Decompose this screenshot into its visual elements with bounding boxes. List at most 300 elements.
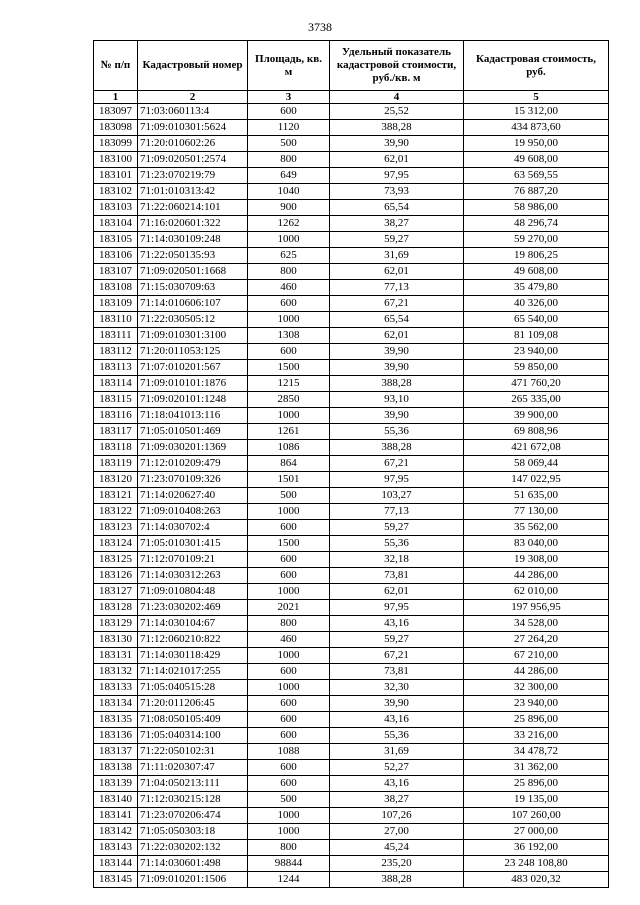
cell-area: 1261 (248, 424, 330, 440)
table-row (94, 792, 609, 808)
cell-row-number: 183136 (94, 728, 138, 744)
cell-area: 1040 (248, 184, 330, 200)
cell-cadastral-value: 35 479,80 (464, 280, 609, 296)
cell-row-number: 183107 (94, 264, 138, 280)
cell-specific-value: 62,01 (330, 152, 464, 168)
cell-area: 1501 (248, 472, 330, 488)
cell-row-number: 183126 (94, 568, 138, 584)
cell-area: 500 (248, 136, 330, 152)
cell-cadastral-value: 27 264,20 (464, 632, 609, 648)
table-row (94, 360, 609, 376)
cell-area: 600 (248, 728, 330, 744)
cell-specific-value: 52,27 (330, 760, 464, 776)
cell-cadastral-value: 265 335,00 (464, 392, 609, 408)
cell-area: 800 (248, 152, 330, 168)
table-row (94, 296, 609, 312)
cell-area: 1000 (248, 680, 330, 696)
table-row (94, 440, 609, 456)
cell-specific-value: 62,01 (330, 584, 464, 600)
cell-cadastral-number: 71:22:030505:12 (138, 312, 248, 328)
cell-cadastral-number: 71:23:070206:474 (138, 808, 248, 824)
cell-cadastral-value: 434 873,60 (464, 120, 609, 136)
cell-cadastral-value: 48 296,74 (464, 216, 609, 232)
cell-specific-value: 73,81 (330, 568, 464, 584)
header-cadastral-value: Кадастровая стоимость, руб. (464, 41, 609, 91)
cell-area: 98844 (248, 856, 330, 872)
cell-specific-value: 39,90 (330, 360, 464, 376)
cell-row-number: 183131 (94, 648, 138, 664)
table-row (94, 680, 609, 696)
cell-cadastral-number: 71:22:050135:93 (138, 248, 248, 264)
cell-area: 1500 (248, 360, 330, 376)
cell-cadastral-number: 71:04:050213:111 (138, 776, 248, 792)
cell-cadastral-number: 71:09:010408:263 (138, 504, 248, 520)
cell-specific-value: 55,36 (330, 536, 464, 552)
cell-row-number: 183114 (94, 376, 138, 392)
table-row (94, 488, 609, 504)
cell-row-number: 183102 (94, 184, 138, 200)
table-row (94, 760, 609, 776)
cell-cadastral-value: 471 760,20 (464, 376, 609, 392)
cell-cadastral-value: 39 900,00 (464, 408, 609, 424)
cell-row-number: 183111 (94, 328, 138, 344)
cell-specific-value: 388,28 (330, 376, 464, 392)
table-row (94, 280, 609, 296)
cell-specific-value: 38,27 (330, 216, 464, 232)
table-row (94, 856, 609, 872)
cell-area: 600 (248, 760, 330, 776)
table-row (94, 216, 609, 232)
cell-cadastral-value: 83 040,00 (464, 536, 609, 552)
cell-specific-value: 55,36 (330, 424, 464, 440)
cell-specific-value: 65,54 (330, 200, 464, 216)
cell-area: 625 (248, 248, 330, 264)
cell-cadastral-number: 71:09:020101:1248 (138, 392, 248, 408)
cell-specific-value: 388,28 (330, 120, 464, 136)
cell-cadastral-number: 71:08:050105:409 (138, 712, 248, 728)
cell-cadastral-value: 23 940,00 (464, 696, 609, 712)
table-row (94, 408, 609, 424)
cell-specific-value: 62,01 (330, 328, 464, 344)
cell-area: 1086 (248, 440, 330, 456)
cell-area: 600 (248, 776, 330, 792)
cell-cadastral-number: 71:09:010301:5624 (138, 120, 248, 136)
cell-row-number: 183141 (94, 808, 138, 824)
table-row (94, 632, 609, 648)
cell-cadastral-value: 25 896,00 (464, 712, 609, 728)
cell-area: 460 (248, 280, 330, 296)
cell-row-number: 183144 (94, 856, 138, 872)
cell-row-number: 183103 (94, 200, 138, 216)
cell-cadastral-value: 63 569,55 (464, 168, 609, 184)
cell-area: 1000 (248, 504, 330, 520)
cell-cadastral-value: 62 010,00 (464, 584, 609, 600)
table-row (94, 104, 609, 120)
cell-area: 500 (248, 792, 330, 808)
cell-cadastral-number: 71:23:030202:469 (138, 600, 248, 616)
cell-area: 1000 (248, 584, 330, 600)
cell-row-number: 183118 (94, 440, 138, 456)
column-number: 3 (248, 91, 330, 104)
cell-specific-value: 388,28 (330, 872, 464, 888)
cell-area: 2850 (248, 392, 330, 408)
cell-cadastral-value: 25 896,00 (464, 776, 609, 792)
cell-row-number: 183137 (94, 744, 138, 760)
cell-area: 1000 (248, 824, 330, 840)
cell-cadastral-value: 51 635,00 (464, 488, 609, 504)
cell-cadastral-value: 59 270,00 (464, 232, 609, 248)
cell-area: 1262 (248, 216, 330, 232)
column-number: 1 (94, 91, 138, 104)
cell-area: 460 (248, 632, 330, 648)
table-row (94, 472, 609, 488)
cell-cadastral-number: 71:09:010804:48 (138, 584, 248, 600)
cell-cadastral-value: 19 950,00 (464, 136, 609, 152)
cell-cadastral-value: 77 130,00 (464, 504, 609, 520)
cell-cadastral-number: 71:01:010313:42 (138, 184, 248, 200)
table-row (94, 776, 609, 792)
cell-row-number: 183143 (94, 840, 138, 856)
table-row (94, 232, 609, 248)
table-row (94, 248, 609, 264)
cell-cadastral-number: 71:22:050102:31 (138, 744, 248, 760)
cell-area: 2021 (248, 600, 330, 616)
table-row (94, 328, 609, 344)
cell-cadastral-number: 71:05:010301:415 (138, 536, 248, 552)
cell-cadastral-value: 421 672,08 (464, 440, 609, 456)
cell-area: 600 (248, 568, 330, 584)
cell-row-number: 183104 (94, 216, 138, 232)
table-row (94, 200, 609, 216)
cell-cadastral-value: 147 022,95 (464, 472, 609, 488)
cell-specific-value: 32,18 (330, 552, 464, 568)
cell-specific-value: 25,52 (330, 104, 464, 120)
table-row (94, 584, 609, 600)
cell-cadastral-number: 71:20:010602:26 (138, 136, 248, 152)
table-row (94, 568, 609, 584)
cell-area: 1500 (248, 536, 330, 552)
column-number: 2 (138, 91, 248, 104)
cell-cadastral-value: 31 362,00 (464, 760, 609, 776)
cell-cadastral-number: 71:14:030104:67 (138, 616, 248, 632)
cell-specific-value: 39,90 (330, 344, 464, 360)
cell-row-number: 183139 (94, 776, 138, 792)
cell-row-number: 183124 (94, 536, 138, 552)
cell-cadastral-value: 67 210,00 (464, 648, 609, 664)
table-row (94, 376, 609, 392)
cell-cadastral-number: 71:14:020627:40 (138, 488, 248, 504)
table-row (94, 552, 609, 568)
cell-cadastral-value: 59 850,00 (464, 360, 609, 376)
header-specific-value: Удельный показатель кадастровой стоимости, руб./кв. м (330, 41, 464, 91)
cell-cadastral-value: 69 808,96 (464, 424, 609, 440)
cell-cadastral-number: 71:11:020307:47 (138, 760, 248, 776)
table-row (94, 712, 609, 728)
cell-area: 1120 (248, 120, 330, 136)
table-row (94, 152, 609, 168)
cell-row-number: 183129 (94, 616, 138, 632)
cell-specific-value: 59,27 (330, 232, 464, 248)
cell-row-number: 183112 (94, 344, 138, 360)
cell-area: 600 (248, 664, 330, 680)
cell-cadastral-value: 23 248 108,80 (464, 856, 609, 872)
cell-specific-value: 39,90 (330, 408, 464, 424)
table-row (94, 696, 609, 712)
cell-cadastral-value: 65 540,00 (464, 312, 609, 328)
cell-cadastral-number: 71:20:011053:125 (138, 344, 248, 360)
cell-row-number: 183101 (94, 168, 138, 184)
cell-cadastral-value: 32 300,00 (464, 680, 609, 696)
page-number: 3738 (308, 20, 332, 34)
table-row (94, 456, 609, 472)
cell-cadastral-number: 71:22:030202:132 (138, 840, 248, 856)
cell-area: 800 (248, 616, 330, 632)
cell-area: 600 (248, 520, 330, 536)
table-row (94, 424, 609, 440)
cell-cadastral-number: 71:12:010209:479 (138, 456, 248, 472)
cell-specific-value: 45,24 (330, 840, 464, 856)
table-row (94, 264, 609, 280)
table-row (94, 664, 609, 680)
cell-specific-value: 77,13 (330, 280, 464, 296)
cell-row-number: 183106 (94, 248, 138, 264)
table-body (94, 104, 609, 888)
cell-specific-value: 39,90 (330, 696, 464, 712)
header-area: Площадь, кв. м (248, 41, 330, 91)
cell-cadastral-value: 58 986,00 (464, 200, 609, 216)
cell-row-number: 183099 (94, 136, 138, 152)
cell-cadastral-value: 44 286,00 (464, 568, 609, 584)
column-number: 4 (330, 91, 464, 104)
table-header-row (94, 41, 609, 91)
cell-row-number: 183119 (94, 456, 138, 472)
cell-cadastral-number: 71:05:010501:469 (138, 424, 248, 440)
cell-specific-value: 39,90 (330, 136, 464, 152)
cell-specific-value: 73,93 (330, 184, 464, 200)
table-row (94, 808, 609, 824)
cell-cadastral-number: 71:14:030601:498 (138, 856, 248, 872)
cell-cadastral-value: 44 286,00 (464, 664, 609, 680)
cell-specific-value: 62,01 (330, 264, 464, 280)
cell-specific-value: 97,95 (330, 168, 464, 184)
table-row (94, 344, 609, 360)
cell-specific-value: 388,28 (330, 440, 464, 456)
cell-specific-value: 59,27 (330, 520, 464, 536)
cell-row-number: 183117 (94, 424, 138, 440)
cell-area: 1308 (248, 328, 330, 344)
cell-row-number: 183135 (94, 712, 138, 728)
header-row-number: № п/п (94, 41, 138, 91)
cell-specific-value: 235,20 (330, 856, 464, 872)
cell-row-number: 183120 (94, 472, 138, 488)
cell-specific-value: 67,21 (330, 648, 464, 664)
cell-area: 800 (248, 264, 330, 280)
cell-specific-value: 97,95 (330, 472, 464, 488)
cell-cadastral-number: 71:14:030109:248 (138, 232, 248, 248)
cell-specific-value: 43,16 (330, 776, 464, 792)
cell-cadastral-number: 71:12:030215:128 (138, 792, 248, 808)
table-row (94, 536, 609, 552)
cell-specific-value: 77,13 (330, 504, 464, 520)
cell-row-number: 183142 (94, 824, 138, 840)
cell-row-number: 183100 (94, 152, 138, 168)
cell-area: 1000 (248, 648, 330, 664)
cell-cadastral-value: 40 326,00 (464, 296, 609, 312)
cell-cadastral-number: 71:22:060214:101 (138, 200, 248, 216)
cell-area: 1000 (248, 408, 330, 424)
cell-cadastral-value: 107 260,00 (464, 808, 609, 824)
cell-cadastral-number: 71:23:070219:79 (138, 168, 248, 184)
cell-cadastral-value: 19 308,00 (464, 552, 609, 568)
cell-cadastral-value: 34 528,00 (464, 616, 609, 632)
cell-cadastral-value: 76 887,20 (464, 184, 609, 200)
column-number: 5 (464, 91, 609, 104)
cell-specific-value: 43,16 (330, 616, 464, 632)
table-row (94, 312, 609, 328)
header-cadastral-number: Кадастровый номер (138, 41, 248, 91)
cell-cadastral-value: 81 109,08 (464, 328, 609, 344)
cell-cadastral-number: 71:14:010606:107 (138, 296, 248, 312)
cell-cadastral-value: 34 478,72 (464, 744, 609, 760)
table-row (94, 744, 609, 760)
cell-cadastral-value: 23 940,00 (464, 344, 609, 360)
table-row (94, 136, 609, 152)
table-row (94, 872, 609, 888)
cell-row-number: 183134 (94, 696, 138, 712)
cell-specific-value: 103,27 (330, 488, 464, 504)
cell-area: 600 (248, 696, 330, 712)
cell-cadastral-value: 197 956,95 (464, 600, 609, 616)
cell-cadastral-value: 36 192,00 (464, 840, 609, 856)
cell-cadastral-number: 71:09:010101:1876 (138, 376, 248, 392)
cell-specific-value: 93,10 (330, 392, 464, 408)
table-row (94, 392, 609, 408)
cell-specific-value: 67,21 (330, 456, 464, 472)
table-row (94, 824, 609, 840)
table-row (94, 120, 609, 136)
cell-cadastral-number: 71:05:050303:18 (138, 824, 248, 840)
cell-area: 1000 (248, 808, 330, 824)
cell-cadastral-number: 71:18:041013:116 (138, 408, 248, 424)
column-number-row (94, 91, 609, 104)
cell-specific-value: 59,27 (330, 632, 464, 648)
cell-area: 600 (248, 296, 330, 312)
cell-area: 600 (248, 712, 330, 728)
cell-cadastral-number: 71:09:020501:2574 (138, 152, 248, 168)
cell-cadastral-number: 71:05:040515:28 (138, 680, 248, 696)
cell-cadastral-value: 15 312,00 (464, 104, 609, 120)
cell-specific-value: 32,30 (330, 680, 464, 696)
cell-area: 600 (248, 344, 330, 360)
cell-cadastral-number: 71:14:030702:4 (138, 520, 248, 536)
cell-cadastral-number: 71:07:010201:567 (138, 360, 248, 376)
cell-area: 600 (248, 552, 330, 568)
cell-row-number: 183121 (94, 488, 138, 504)
cell-row-number: 183133 (94, 680, 138, 696)
cell-cadastral-value: 49 608,00 (464, 264, 609, 280)
cell-row-number: 183116 (94, 408, 138, 424)
cell-area: 1000 (248, 312, 330, 328)
cell-cadastral-number: 71:14:030118:429 (138, 648, 248, 664)
cell-area: 1088 (248, 744, 330, 760)
cell-area: 1000 (248, 232, 330, 248)
cell-area: 864 (248, 456, 330, 472)
table-row (94, 840, 609, 856)
cell-cadastral-number: 71:09:010201:1506 (138, 872, 248, 888)
cell-area: 500 (248, 488, 330, 504)
cell-row-number: 183105 (94, 232, 138, 248)
cell-cadastral-number: 71:12:060210:822 (138, 632, 248, 648)
cell-area: 1244 (248, 872, 330, 888)
cell-cadastral-value: 483 020,32 (464, 872, 609, 888)
cell-area: 800 (248, 840, 330, 856)
cell-specific-value: 107,26 (330, 808, 464, 824)
cell-row-number: 183127 (94, 584, 138, 600)
cell-row-number: 183122 (94, 504, 138, 520)
cell-row-number: 183109 (94, 296, 138, 312)
cell-specific-value: 38,27 (330, 792, 464, 808)
cell-cadastral-value: 33 216,00 (464, 728, 609, 744)
cell-specific-value: 43,16 (330, 712, 464, 728)
cell-cadastral-value: 49 608,00 (464, 152, 609, 168)
cell-specific-value: 67,21 (330, 296, 464, 312)
cell-row-number: 183145 (94, 872, 138, 888)
cell-cadastral-value: 19 806,25 (464, 248, 609, 264)
cell-row-number: 183132 (94, 664, 138, 680)
cell-cadastral-number: 71:09:020501:1668 (138, 264, 248, 280)
cell-row-number: 183108 (94, 280, 138, 296)
cell-cadastral-number: 71:14:030312:263 (138, 568, 248, 584)
table-row (94, 728, 609, 744)
cell-row-number: 183110 (94, 312, 138, 328)
cell-cadastral-number: 71:20:011206:45 (138, 696, 248, 712)
cell-specific-value: 31,69 (330, 248, 464, 264)
cell-row-number: 183098 (94, 120, 138, 136)
cell-cadastral-number: 71:05:040314:100 (138, 728, 248, 744)
cell-row-number: 183138 (94, 760, 138, 776)
cell-cadastral-number: 71:09:010301:3100 (138, 328, 248, 344)
table-row (94, 600, 609, 616)
cell-area: 900 (248, 200, 330, 216)
cell-cadastral-number: 71:14:021017:255 (138, 664, 248, 680)
table-row (94, 648, 609, 664)
cell-row-number: 183097 (94, 104, 138, 120)
cell-area: 1215 (248, 376, 330, 392)
cell-row-number: 183113 (94, 360, 138, 376)
cell-specific-value: 31,69 (330, 744, 464, 760)
cell-cadastral-number: 71:09:030201:1369 (138, 440, 248, 456)
cell-area: 649 (248, 168, 330, 184)
cell-cadastral-number: 71:12:070109:21 (138, 552, 248, 568)
cell-cadastral-number: 71:03:060113:4 (138, 104, 248, 120)
cell-cadastral-number: 71:15:030709:63 (138, 280, 248, 296)
cell-specific-value: 27,00 (330, 824, 464, 840)
table-row (94, 168, 609, 184)
table-row (94, 520, 609, 536)
cell-specific-value: 65,54 (330, 312, 464, 328)
cell-specific-value: 73,81 (330, 664, 464, 680)
cell-row-number: 183123 (94, 520, 138, 536)
cell-row-number: 183128 (94, 600, 138, 616)
cell-area: 600 (248, 104, 330, 120)
cell-cadastral-number: 71:16:020601:322 (138, 216, 248, 232)
table-row (94, 504, 609, 520)
table-row (94, 616, 609, 632)
cell-cadastral-value: 58 069,44 (464, 456, 609, 472)
table-row (94, 184, 609, 200)
cell-row-number: 183115 (94, 392, 138, 408)
cell-cadastral-value: 19 135,00 (464, 792, 609, 808)
